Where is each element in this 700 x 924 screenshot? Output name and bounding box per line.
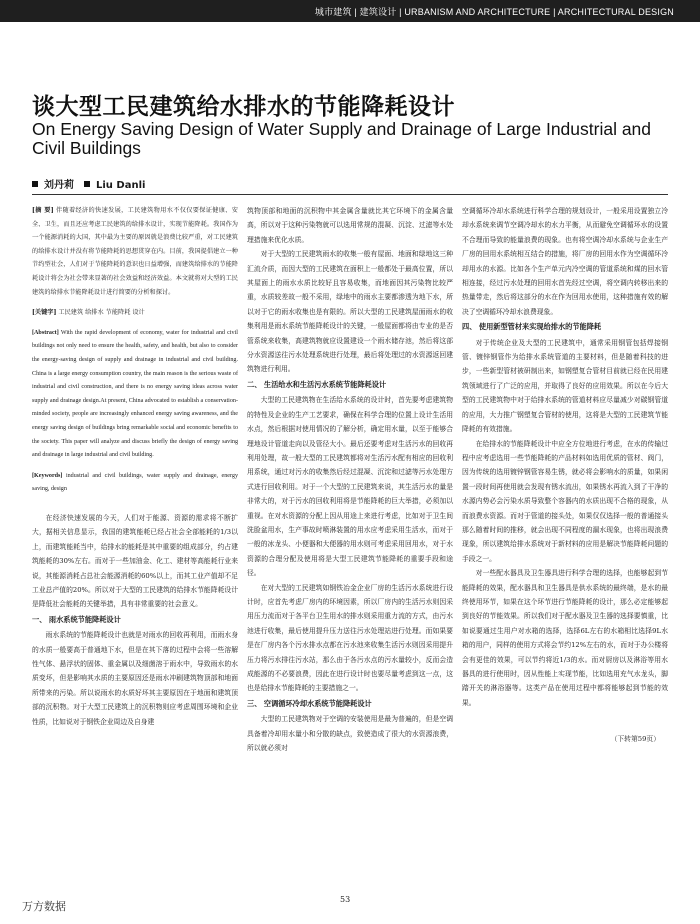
body-paragraph: 对一些配水器具及卫生器具进行科学合理的选择，也能够起到节能降耗的效果，配水器具和卫生器具是供水系统的最终端，是水的最终使用环节，如果在这个环节进行节能降耗的设计，那么必定能够起到良好的节能效果。所以我们对于配水器及卫生器的选择要慎重，比如说要通过生用户对水箱的选择，选择6L左右的水箱相比选择9L水箱的用户，同样的使用方式将会节约12%左右的水，而对于办公楼将会有更佳的效果，可以节约将近1/3的水。而对厨房以及淋浴等用水器具的进行使用时，因从性能上实现节能，比如选用充气水龙头，脚踏开关的淋浴器等。这类产品在使用过程中都将能够起到节能的效果。 — [462, 569, 668, 707]
page-number: 53 — [340, 895, 351, 904]
column-1 — [32, 204, 238, 729]
abstract-en-label: [Abstract] — [32, 329, 59, 336]
keywords-en-text: industrial and civil buildings, water supply and drainage, energy saving, design — [32, 472, 238, 493]
author-line — [32, 176, 432, 191]
author-english: Liu Danli — [96, 180, 146, 191]
abstract-text: 伴随着经济的快速发展，工民建筑物用水不仅仅要保证健康、安全、卫生，而且还应考虑工民建筑的给排水设计，实现节能降耗。我国作为一个能源消耗的大国，其中最为主要的原因就是浪费比较严重，对工民建筑的给排水设计并没有将节能降耗的思想贯穿在内。目前，我国提倡建立一种节约型社会，人们对于节能降耗的意识也日益增强，而建筑给排水的节能降耗设计将会为社会带来显著的社会效益和经济效益。本文就将对大型的工民建筑的给排水节能降耗设计进行简要的分析和探讨。 — [32, 207, 238, 296]
body-paragraph: 雨水系统的节能降耗设计也就是对雨水的回收再利用，而雨水身的水质一般要高于普通地下水，但是在其下落的过程中会将一些溶解性气体、悬浮状的固体、重金属以及细菌溶于雨水中，导致雨水的水质变坏，但是影响其水质的主要原因还是雨水冲刷建筑物顶部和地面所带来的污染。所以说雨水的水质好坏其主要原因在于地面和建筑顶部的沉积物。对于大型工民建筑上的沉积物则应考虑周围环境和企业性质，比如说对于钢铁企业周边及自身建 — [32, 631, 238, 726]
abstract-chinese — [32, 204, 238, 299]
column-2 — [247, 204, 453, 755]
keywords-label: [关键字] — [32, 309, 57, 317]
section-heading-2: 二、 生活给水和生活污水系统节能降耗设计 — [247, 379, 387, 389]
keywords-english — [32, 470, 238, 497]
author-chinese: 刘丹莉 — [44, 180, 74, 191]
keywords-en-label: [Keywords] — [32, 472, 63, 479]
abstract-en-text: With the rapid development of economy, water for industrial and civil buildings not only need to ensure the health, safety, and health, but also to consider the energy-saving design of supply and drainage in industrial and civil building. China is a large energy consumption country, the main reason is the serious waste of industrial and civil construction, and there is no energy saving ideas across water supply and drainage design.At present, China advocated to establish a conservation-minded society, people are increasingly enhanced energy saving awareness, and the energy saving design of buildings bring remarkable social and economic benefits to the society. This paper will analyze and discuss briefly the design of energy saving and drainage in large industrial and civil building. — [32, 329, 238, 459]
body-paragraph: 对于传统企业及大型的工民建筑中，通常采用钢管包括焊接钢管、镀锌钢管作为给排水系统管道的主要材料，但是随着科技的进步，一些新型管材被研制出来，如钢塑复合管材目前就已经在民用建筑领域进行了广泛的应用，并取得了良好的应用效果。所以在今后大型的工民建筑物中对于给排水系统的管道材料应尽量减少对碳钢管道的应用，大力推广钢塑复合管材的使用，这将是大型的工民建筑节能降耗的有效措施。 — [462, 338, 668, 434]
section-heading-3: 三、 空调循环冷却水系统节能降耗设计 — [247, 698, 372, 708]
section-heading-4: 四、 使用新型管材来实现给排水的节能降耗 — [462, 322, 602, 332]
keywords-text: 工民建筑 给排水 节能降耗 设计 — [58, 309, 145, 317]
section-heading-1: 一、 雨水系统节能降耗设计 — [32, 614, 121, 624]
keywords-chinese — [32, 306, 238, 320]
body-paragraph: 在给排水的节能降耗设计中应全方位地进行考虑，在水的传输过程中应考虑选用一些节能降耗的产品材料如选用优质的管材、阀门，因为传统的选用镀锌钢管容易生锈，就必将会影响水的质量，如果闲置一段时间再使用就会发现有锈水流出，如果锈水再流入到了干净的水源内势必会污染水质导致整个容器内的水质出现不合格的现象，从而浪费水资源。而对于管道的接头处，如果仅仅选择一般的普通接头那么随着时间的推移，就会出现不同程度的漏水现象，也将出现浪费现象，所以建筑给排水系统对于新材料的应用是解决节能降耗问题的手段之一。 — [462, 439, 668, 563]
square-bullet-icon — [84, 181, 90, 187]
body-paragraph: 大型的工民建筑物在生活给水系统的设计时，首先要考虑建筑物的特性及企业的生产工艺要求，确保在科学合理的位置上设计生活用水点，然后根据对使用情况的了解分析，确定用水量，以至于能够合理地设计管道走向以及管径大小。最后还要考虑对生活污水的回收再利用处理，故一般大型的工民建筑都将对生活污水配有相应的回收利用系统，通过对污水的收集然后经过混凝、沉淀和过滤等污水处理方式进行回收利用。对于一个大型的工民建筑来说，其生活污水的量是非常大的，对于污水的回收利用将是节能降耗的巨大举措，必须加以重视。在对水资源的分配上因从用途上来进行考虑，比如对于卫生间洗脸盆用水，生产事故时喷淋装置的用水应考虑采用生活水，而对于一般的冰龙头、小便器和大便器的用水则可考虑采用回用水，对于水资源的合理分配及使用将是大型工民建筑节能降耗的重要手段和途径。 — [247, 396, 453, 578]
body-paragraph: 在对大型的工民建筑如钢铁冶金企业厂房的生活污水系统进行设计时，应首先考虑厂房内的环境因素，所以厂房内的生活污水则因采用压力流而对于各平台卫生用水的排水则采用重力流的方式，由污水池进行收集，最后使用提升压力送往污水处理站进行处理。而如果要是在厂房内各个污水排水点都在污水池来收集生活污水则因采用提升压力将污水排往污水站，那么由于各污水点的污水量较小，反而会造成能源的不必要浪费，因此在进行设计时也要尽量考虑到这一点，这也是给排水节能降耗的主要措施之一。 — [247, 583, 453, 693]
continued-note: （下转第59页） — [610, 735, 660, 744]
body-paragraph: 大型的工民建筑物对于空调的安装使用是最为普遍的，但是空调具备着冷却用水量小和分散的缺点，致使造成了很大的水资源浪费，所以就必须对 — [247, 715, 453, 753]
header-band-text: 城市建筑 | 建筑设计 | URBANISM AND ARCHITECTURE | ARCHITECTURAL DESIGN — [314, 6, 674, 17]
title-chinese: 谈大型工民建筑给水排水的节能降耗设计 — [32, 94, 455, 120]
header-band — [0, 0, 700, 22]
column-3 — [462, 204, 668, 747]
title-english: On Energy Saving Design of Water Supply and Drainage of Large Industrial and Civil Buildings — [32, 119, 652, 158]
wanfang-logo: 万方数据 — [22, 900, 66, 913]
abstract-english — [32, 327, 238, 463]
title-rule — [32, 194, 668, 195]
abstract-label: [摘 要] — [32, 207, 54, 214]
body-paragraph: 对于大型的工民建筑雨水的收集一般有屋面、地面和绿地这三种汇流介质，而因大型的工民建筑在面积上一般都处于最高位置，所以其屋面上的雨水水质比较好且容易收集，而地面因其污染物比较严重，水质较差故一般不采用，绿地中的雨水主要都渗透为地下水，所以对于它的雨水收集也是有限的。所以大型的工民建筑屋面雨水的收集利用是雨水系统节能降耗设计的关键，一般屋面都将由专业的是否管系统来收集，高建筑物就应设置建设一个雨水储存池，然后将这部分水资源送往污水处理系统进行处理，最后将处理过的水资源返回建筑物进行利用。 — [247, 250, 453, 374]
intro-paragraph: 在经济快速发展的今天，人们对于能源、资源的需求将不断扩大，据相关信息显示，我国的建筑能耗已经占社会全部能耗的1/3以上，而建筑能耗当中，给排水的能耗是其中重要的组成部分，约占建筑能耗的30%左右。而对于一些加油金、化工、建材等高能耗行业来说，其能源消耗占总社会能源消耗的60%以上，而其工业产值却不足工业总产值的20%。所以对于大型的工民建筑的给排水节能降耗设计是降低社会能耗的关键举措，具有非常重要的社会意义。 — [32, 513, 238, 609]
body-paragraph: 空调循环冷却水系统进行科学合理的规划设计，一般采用设置独立冷却水系统来调节空调冷却水的水力平衡，从而避免空调循环水的设置不合理而导致的能量浪费的现象。也有将空调冷却水系统与企业生产厂房的回用水系统相互结合的措施，将厂房的回用水作为空调循环冷却用水的水源。比如各个生产单元内冷空调的管道系统和煤的回水管相连接，经过污水处理的回用水首先经过空调，将空调内转移出来的热量带走，然后将这部分的水在作为回用水使用，这种措施有效的解决了空调循环冷却水浪费现象。 — [462, 207, 668, 316]
body-paragraph: 筑物顶部和地面的沉积物中其金属含量就比其它环境下的金属含量高，所以对于这种污染物就可以选用常规的混凝、沉淀、过滤等水处理措施来优化水质。 — [247, 207, 453, 244]
square-bullet-icon — [32, 181, 38, 187]
